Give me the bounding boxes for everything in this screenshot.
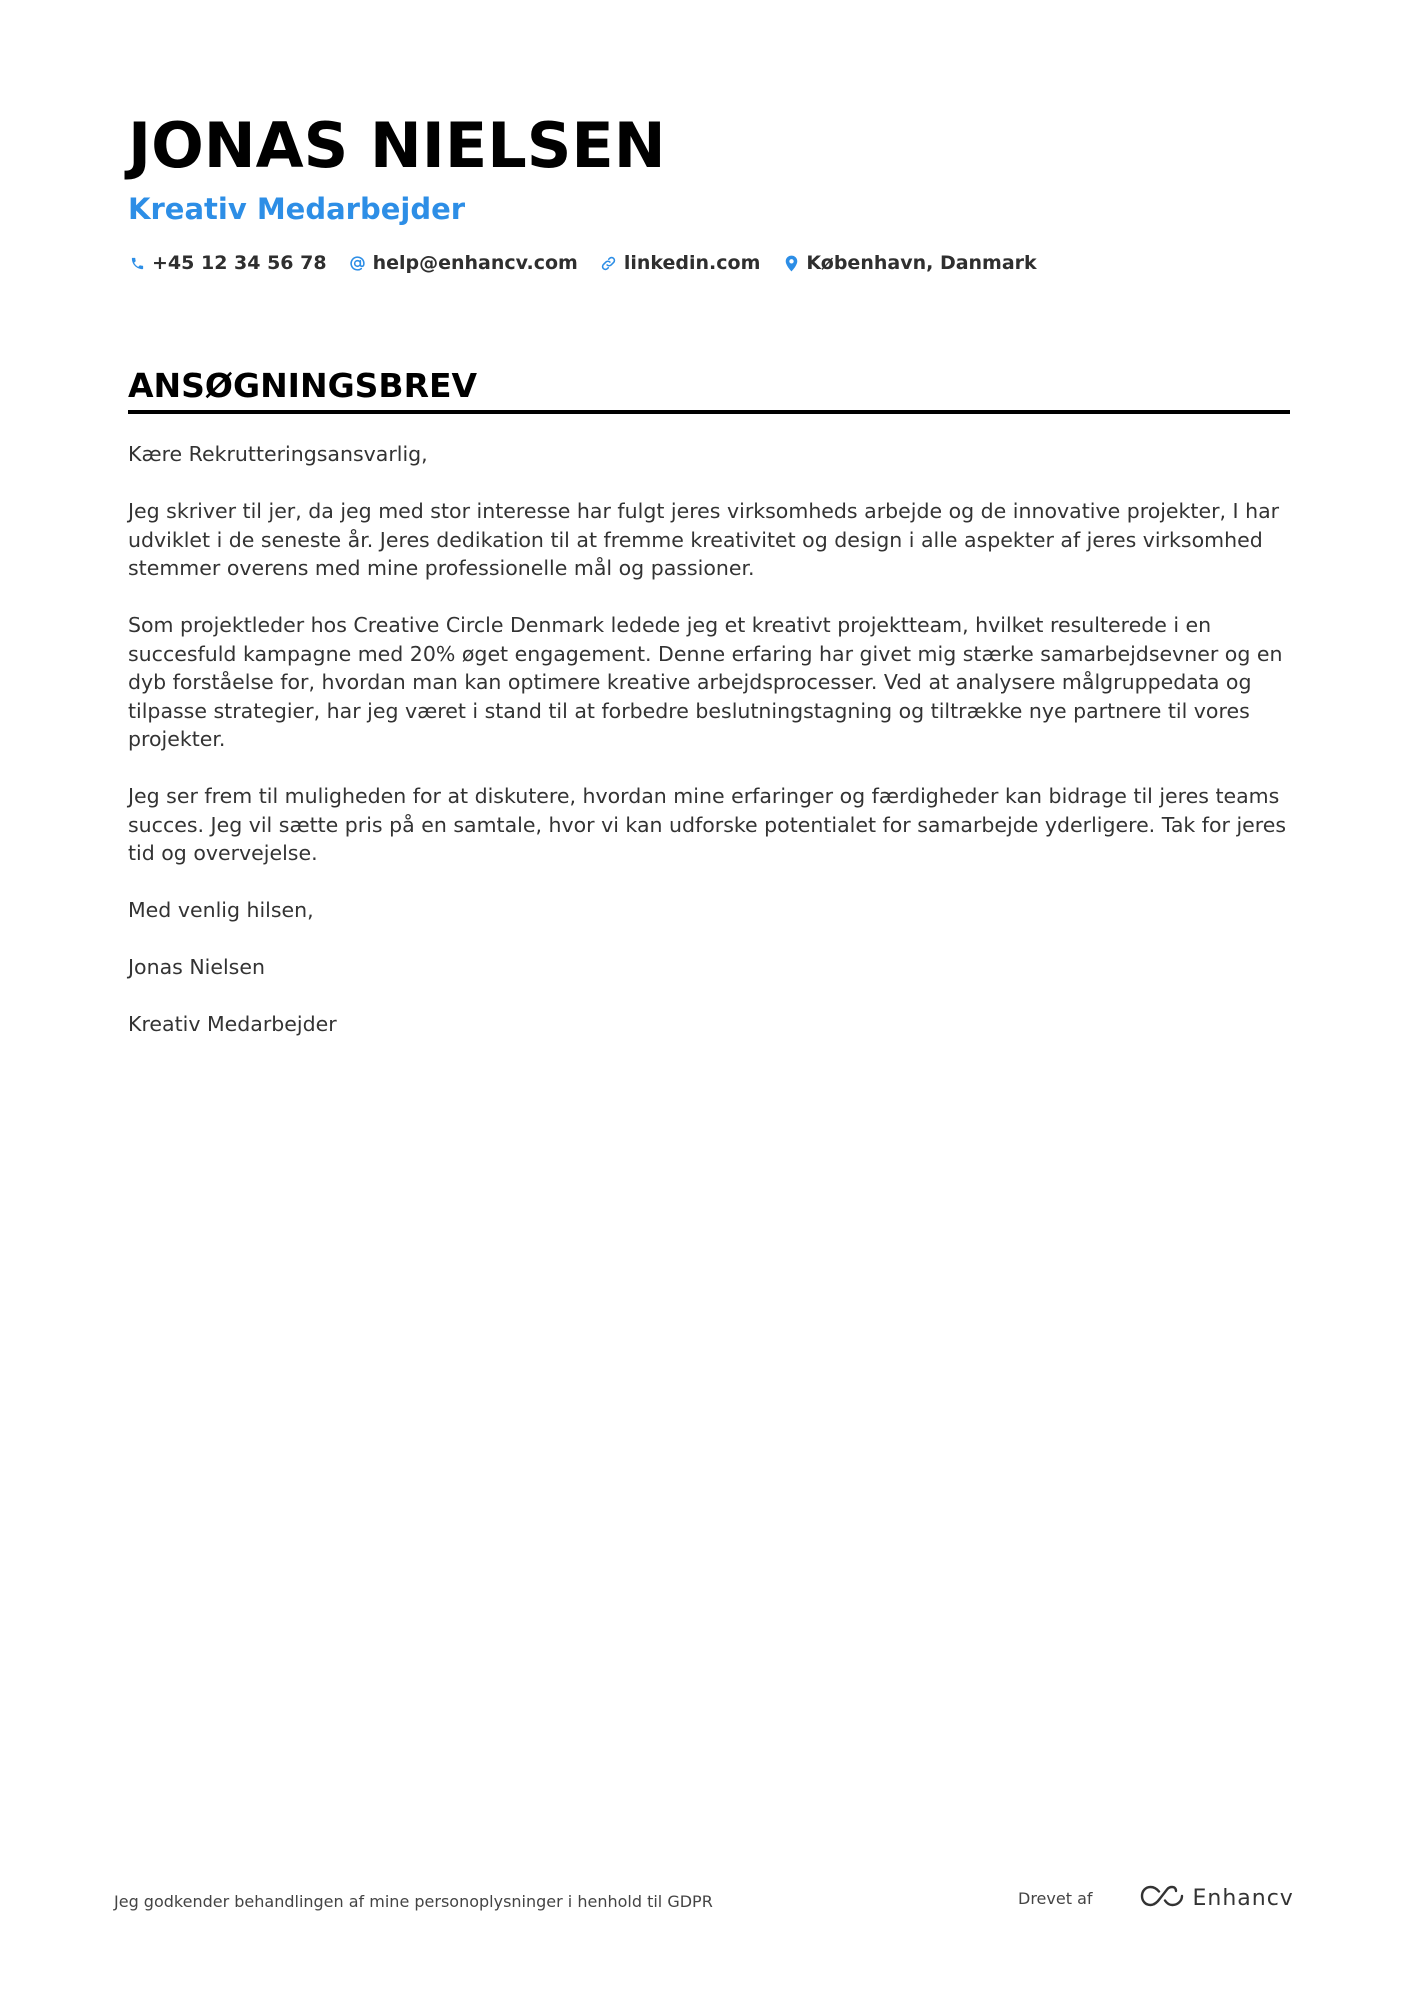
contact-list [128, 252, 1288, 274]
contact-location [782, 252, 1036, 274]
contact-email [349, 252, 578, 274]
candidate-name: JONAS NIELSEN [128, 109, 666, 182]
signature-role: Kreativ Medarbejder [128, 1012, 337, 1036]
section-divider [128, 410, 1290, 414]
at-icon [349, 254, 367, 272]
brand-logo[interactable] [1139, 1884, 1294, 1912]
link-icon [600, 254, 618, 272]
location-value: København, Danmark [806, 252, 1037, 274]
section-title: ANSØGNINGSBREV [128, 366, 478, 405]
powered-by-label: Drevet af [1018, 1888, 1093, 1908]
letter-paragraph: Jeg ser frem til muligheden for at diskutere, hvordan mine erfaringer og færdigheder kan bidrage til jeres teams succes. Jeg vil sætte pris på en samtale, hvor vi kan udforske potentialet for samarbejde yderligere. Tak for jeres tid og overvejelse. [128, 784, 1287, 865]
brand-name: Enhancv [1192, 1885, 1294, 1911]
closing: Med venlig hilsen, [128, 898, 314, 922]
footer-brand [1018, 1884, 1294, 1912]
linkedin-value: linkedin.com [623, 252, 761, 274]
email-value: help@enhancv.com [372, 252, 578, 274]
salutation: Kære Rekrutteringsansvarlig, [128, 442, 428, 466]
signature-name: Jonas Nielsen [128, 955, 265, 979]
cover-letter-section [128, 364, 1290, 1067]
candidate-role: Kreativ Medarbejder [128, 192, 466, 226]
location-icon [782, 254, 800, 272]
letter-paragraph: Som projektleder hos Creative Circle Denmark ledede jeg et kreativt projektteam, hvilket resulterede i en succesfuld kampagne med 20% øget engagement. Denne erfaring har givet mig stærke samarbejdsevner og en dyb forståelse for, hvordan man kan optimere kreative arbejdsprocesser. Ved at analysere målgruppedata og tilpasse strategier, har jeg været i stand til at forbedre beslutningstagning og tiltrække nye partnere til vores projekter. [128, 613, 1283, 751]
letter-body [128, 440, 1290, 1039]
phone-value: +45 12 34 56 78 [152, 252, 327, 274]
enhancv-logo-icon [1139, 1884, 1185, 1912]
letter-paragraph: Jeg skriver til jer, da jeg med stor interesse har fulgt jeres virksomheds arbejde og de innovative projekter, I har udviklet i de seneste år. Jeres dedikation til at fremme kreativitet og design i alle aspekter af jeres virksomhed stemmer overens med mine professionelle mål og passioner. [128, 499, 1280, 580]
gdpr-consent: Jeg godkender behandlingen af mine personoplysninger i henhold til GDPR [114, 1892, 713, 1911]
phone-icon [128, 254, 146, 272]
header [128, 108, 1288, 274]
contact-phone [128, 252, 327, 274]
contact-linkedin [600, 252, 761, 274]
